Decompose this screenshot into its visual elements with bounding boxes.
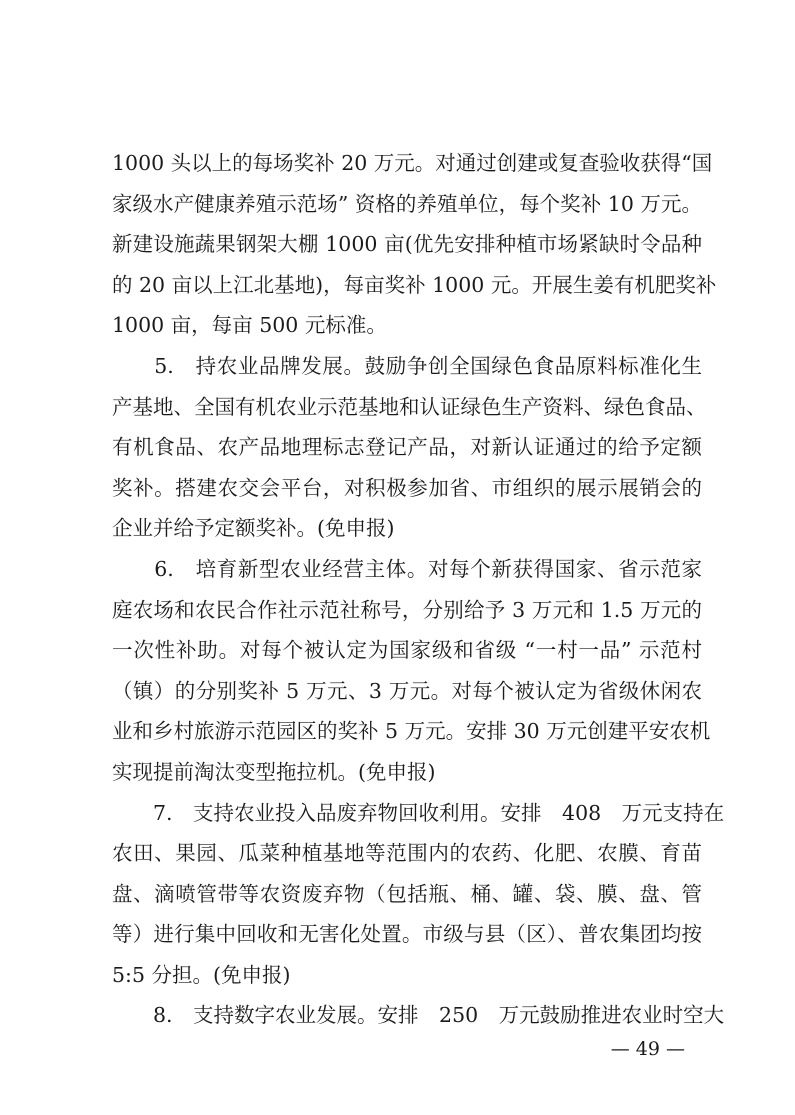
text-line: 1000 头以上的每场奖补 20 万元。对通过创建或复查验收获得“国	[112, 151, 713, 175]
text-line: 庭农场和农民合作社示范社称号，分别给予 3 万元和 1.5 万元的	[112, 597, 702, 622]
text-line: 5. 持农业品牌发展。鼓励争创全国绿色食品原料标准化生	[112, 353, 702, 378]
body-text	[112, 143, 725, 1036]
text-line: 6. 培育新型农业经营主体。对每个新获得国家、省示范家	[112, 556, 702, 581]
text-line: 新建设施蔬果钢架大棚 1000 亩(优先安排种植市场紧缺时令品种	[112, 232, 702, 257]
text-line: 的 20 亩以上江北基地)，每亩奖补 1000 元。开展生姜有机肥奖补	[112, 272, 717, 297]
text-line: 家级水产健康养殖示范场” 资格的养殖单位，每个奖补 10 万元。	[112, 191, 702, 216]
text-line: 5:5 分担。(免申报)	[112, 962, 291, 987]
text-line: 1000 亩，每亩 500 元标准。	[112, 313, 387, 338]
text-line: 产基地、全国有机农业示范基地和认证绿色生产资料、绿色食品、	[112, 394, 707, 419]
text-line: 奖补。搭建农交会平台，对积极参加省、市组织的展示展销会的	[112, 475, 702, 500]
text-line: 农田、果园、瓜菜种植基地等范围内的农药、化肥、农膜、育苗	[112, 841, 702, 866]
text-line: 8. 支持数字农业发展。安排 250 万元鼓励推进农业时空大	[112, 1003, 725, 1028]
text-line: （镇）的分别奖补 5 万元、3 万元。对每个被认定为省级休闲农	[112, 678, 702, 703]
page-number: — 49 —	[610, 1038, 685, 1060]
text-line: 一次性补助。对每个被认定为国家级和省级 “一村一品” 示范村	[112, 638, 702, 663]
text-line: 有机食品、农产品地理标志登记产品，对新认证通过的给予定额	[112, 435, 702, 460]
text-line: 实现提前淘汰变型拖拉机。(免申报)	[112, 759, 436, 784]
text-line: 等）进行集中回收和无害化处置。市级与县（区）、普农集团均按	[112, 922, 702, 947]
text-line: 7. 支持农业投入品废弃物回收利用。安排 408 万元支持在	[112, 800, 725, 825]
text-line: 盘、滴喷管带等农资废弃物（包括瓶、桶、罐、袋、膜、盘、管	[112, 881, 702, 906]
text-line: 企业并给予定额奖补。(免申报)	[112, 516, 395, 541]
text-line: 业和乡村旅游示范园区的奖补 5 万元。安排 30 万元创建平安农机	[112, 719, 711, 744]
